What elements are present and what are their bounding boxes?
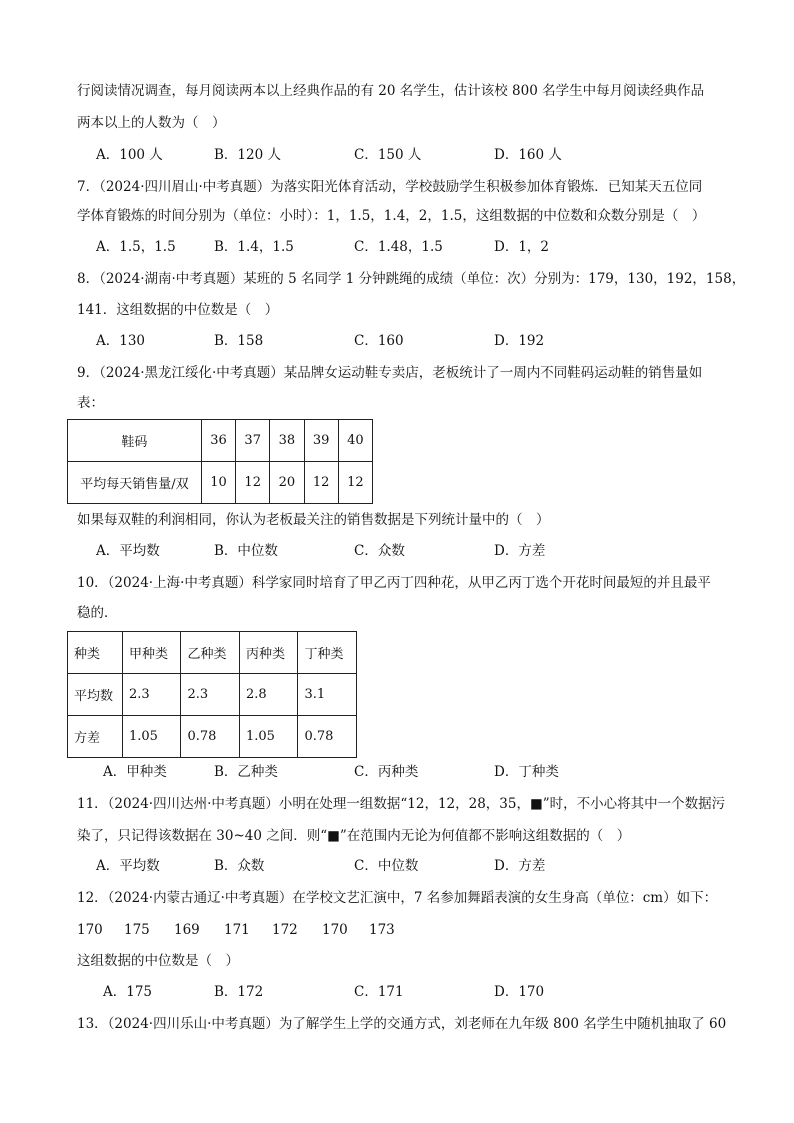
q7-option-b: B．1.4，1.5 (214, 239, 294, 255)
table-cell: 平均数 (68, 674, 123, 716)
q9-option-a: A．平均数 (96, 543, 160, 559)
table-row (68, 632, 357, 674)
q8-option-c: C．160 (354, 333, 404, 349)
q8-option-d: D．192 (494, 333, 545, 349)
q12-text-line2: 这组数据的中位数是（ ） (77, 953, 239, 969)
table-cell: 2.3 (122, 674, 181, 716)
q12-option-d: D．170 (494, 984, 545, 1000)
q10-option-a: A．甲种类 (103, 764, 167, 780)
table-cell: 平均每天销售量/双 (68, 462, 202, 504)
table-cell: 39 (304, 420, 338, 462)
q9-option-c: C．众数 (354, 543, 405, 559)
table-cell: 鞋码 (68, 420, 202, 462)
table-cell: 0.78 (298, 716, 357, 758)
height-value: 171 (224, 922, 250, 938)
q6-options (96, 146, 736, 164)
q8-options (96, 332, 736, 350)
table-cell: 12 (304, 462, 338, 504)
height-value: 172 (272, 922, 298, 938)
q9-options (96, 542, 736, 560)
q10-options (103, 763, 743, 781)
flower-table (67, 631, 357, 758)
q11-text-line1: 11．（2024·四川达州·中考真题）小明在处理一组数据“12，12，28，35，■”时，不小心将其中一个数据污 (77, 796, 726, 812)
table-cell: 种类 (68, 632, 123, 674)
height-value: 170 (322, 922, 348, 938)
q6-text-line1: 行阅读情况调查，每月阅读两本以上经典作品的有 20 名学生，估计该校 800 名学生中每月阅读经典作品 (77, 83, 705, 99)
q12-height-list (77, 921, 477, 939)
table-cell: 方差 (68, 716, 123, 758)
table-cell: 20 (270, 462, 304, 504)
q11-text-line2: 染了，只记得该数据在 30~40 之间．则“■”在范围内无论为何值都不影响这组数据的（ ） (77, 828, 631, 844)
q9-text-line3: 如果每双鞋的利润相同，你认为老板最关注的销售数据是下列统计量中的（ ） (77, 512, 550, 528)
table-cell: 乙种类 (181, 632, 240, 674)
q8-option-a: A．130 (96, 333, 146, 349)
shoe-size-table (67, 419, 373, 504)
table-cell: 1.05 (122, 716, 181, 758)
q7-options (96, 238, 736, 256)
q11-option-c: C．中位数 (354, 858, 419, 874)
q12-options (103, 983, 743, 1001)
table-row (68, 462, 373, 504)
table-cell: 10 (201, 462, 235, 504)
height-value: 170 (77, 922, 103, 938)
q8-option-b: B．158 (214, 333, 264, 349)
table-cell: 2.8 (239, 674, 298, 716)
table-cell: 38 (270, 420, 304, 462)
q7-option-c: C．1.48，1.5 (354, 239, 443, 255)
q10-option-b: B．乙种类 (214, 764, 278, 780)
table-cell: 1.05 (239, 716, 298, 758)
q12-option-b: B．172 (214, 984, 264, 1000)
table-cell: 37 (236, 420, 270, 462)
q6-option-b: B．120 人 (214, 147, 281, 163)
q12-text-line1: 12．（2024·内蒙古通辽·中考真题）在学校文艺汇演中，7 名参加舞蹈表演的女生身高（单位：cm）如下： (77, 890, 718, 906)
q10-option-d: D．丁种类 (494, 764, 559, 780)
q11-options (96, 857, 736, 875)
table-row (68, 674, 357, 716)
table-cell: 2.3 (181, 674, 240, 716)
q11-option-b: B．众数 (214, 858, 265, 874)
q9-text-line2: 表： (77, 395, 104, 411)
height-value: 175 (124, 922, 150, 938)
q7-option-a: A．1.5，1.5 (96, 239, 176, 255)
q7-text-line2: 学体育锻炼的时间分别为（单位：小时）：1，1.5，1.4，2，1.5，这组数据的中位数和众数分别是（ ） (77, 208, 706, 224)
table-row (68, 420, 373, 462)
q10-text-line1: 10．（2024·上海·中考真题）科学家同时培育了甲乙丙丁四种花，从甲乙丙丁选个开花时间最短的并且最平 (77, 575, 711, 591)
q13-text-line1: 13．（2024·四川乐山·中考真题）为了解学生上学的交通方式，刘老师在九年级 800 名学生中随机抽取了 60 (77, 1016, 727, 1032)
table-cell: 丁种类 (298, 632, 357, 674)
q6-option-d: D．160 人 (494, 147, 562, 163)
table-cell: 丙种类 (239, 632, 298, 674)
table-row (68, 716, 357, 758)
table-cell: 3.1 (298, 674, 357, 716)
q12-option-c: C．171 (354, 984, 404, 1000)
q10-option-c: C．丙种类 (354, 764, 419, 780)
q6-option-c: C．150 人 (354, 147, 422, 163)
table-cell: 40 (338, 420, 372, 462)
q9-option-d: D．方差 (494, 543, 546, 559)
q9-option-b: B．中位数 (214, 543, 278, 559)
table-cell: 甲种类 (122, 632, 181, 674)
q7-option-d: D．1，2 (494, 239, 550, 255)
q8-text-line2: 141．这组数据的中位数是（ ） (77, 302, 279, 318)
table-cell: 0.78 (181, 716, 240, 758)
height-value: 169 (174, 922, 200, 938)
q6-text-line2: 两本以上的人数为（ ） (77, 115, 226, 131)
table-cell: 36 (201, 420, 235, 462)
q6-option-a: A．100 人 (96, 147, 163, 163)
height-value: 173 (369, 922, 395, 938)
table-cell: 12 (236, 462, 270, 504)
q10-text-line2: 稳的． (77, 605, 118, 621)
q9-text-line1: 9．（2024·黑龙江绥化·中考真题）某品牌女运动鞋专卖店，老板统计了一周内不同鞋码运动鞋的销售量如 (77, 365, 703, 381)
q12-option-a: A．175 (103, 984, 153, 1000)
q8-text-line1: 8．（2024·湖南·中考真题）某班的 5 名同学 1 分钟跳绳的成绩（单位：次）分别为：179，130，192，158， (77, 271, 746, 287)
table-cell: 12 (338, 462, 372, 504)
q11-option-a: A．平均数 (96, 858, 160, 874)
q7-text-line1: 7．（2024·四川眉山·中考真题）为落实阳光体育活动，学校鼓励学生积极参加体育锻炼．已知某天五位同 (77, 179, 703, 195)
q11-option-d: D．方差 (494, 858, 546, 874)
